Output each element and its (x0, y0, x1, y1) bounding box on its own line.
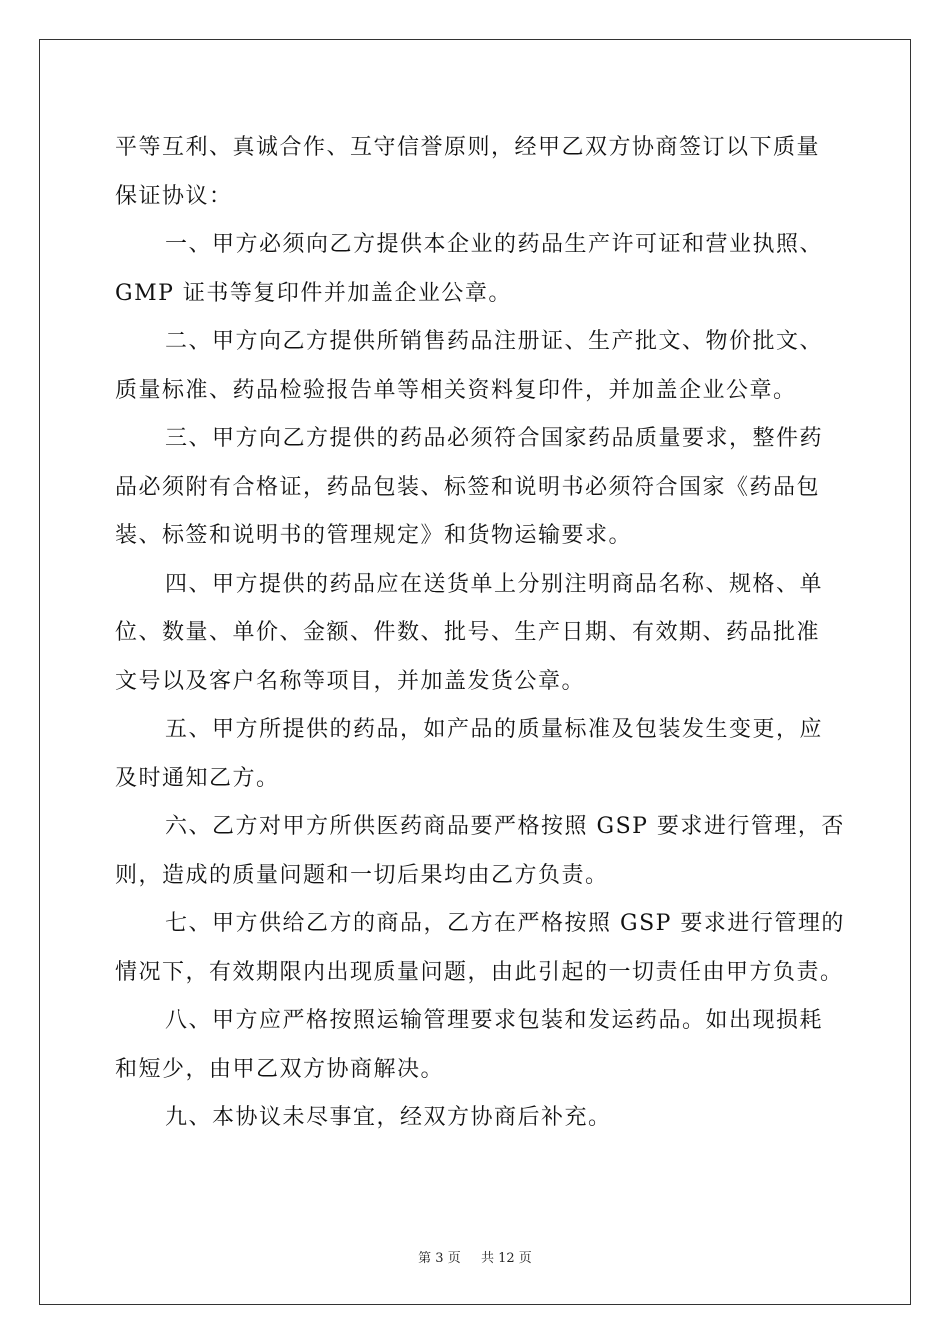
clause-7-line: 情况下，有效期限内出现质量问题，由此引起的一切责任由甲方负责。 (115, 959, 844, 985)
text-line: 平等互利、真诚合作、互守信誉原则，经甲乙双方协商签订以下质量 (115, 135, 821, 160)
clause-3-line: 品必须附有合格证，药品包装、标签和说明书必须符合国家《药品包 (115, 474, 821, 500)
clause-5-line: 及时通知乙方。 (115, 765, 280, 791)
page-number: 第 3 页 (418, 1251, 461, 1266)
clause-8-line: 八、甲方应严格按照运输管理要求包装和发运药品。如出现损耗 (165, 1008, 824, 1033)
clause-5-line: 五、甲方所提供的药品，如产品的质量标准及包装发生变更，应 (165, 717, 824, 742)
clause-4-line: 文号以及客户名称等项目，并加盖发货公章。 (115, 668, 586, 694)
clause-2-line: 二、甲方向乙方提供所销售药品注册证、生产批文、物价批文、 (165, 329, 824, 354)
clause-3-line: 装、标签和说明书的管理规定》和货物运输要求。 (115, 523, 633, 548)
clause-6-line: 则，造成的质量问题和一切后果均由乙方负责。 (115, 862, 609, 888)
clause-8-line: 和短少，由甲乙双方协商解决。 (115, 1056, 445, 1082)
page-total: 共 12 页 (481, 1251, 532, 1266)
page-footer (0, 1247, 950, 1266)
clause-1-line: GMP 证书等复印件并加盖企业公章。 (115, 280, 512, 306)
clause-4-line: 四、甲方提供的药品应在送货单上分别注明商品名称、规格、单 (165, 571, 824, 597)
clause-4-line: 位、数量、单价、金额、件数、批号、生产日期、有效期、药品批准 (115, 620, 821, 645)
clause-3-line: 三、甲方向乙方提供的药品必须符合国家药品质量要求，整件药 (165, 426, 824, 451)
clause-7-line: 七、甲方供给乙方的商品，乙方在严格按照 GSP 要求进行管理的 (165, 911, 845, 936)
document-body (115, 124, 855, 1143)
clause-2-line: 质量标准、药品检验报告单等相关资料复印件，并加盖企业公章。 (115, 377, 797, 403)
clause-1-line: 一、甲方必须向乙方提供本企业的药品生产许可证和营业执照、 (165, 232, 824, 257)
text-line: 保证协议： (115, 183, 233, 209)
clause-9-line: 九、本协议未尽事宜，经双方协商后补充。 (165, 1105, 612, 1130)
clause-6-line: 六、乙方对甲方所供医药商品要严格按照 GSP 要求进行管理，否 (165, 814, 845, 839)
